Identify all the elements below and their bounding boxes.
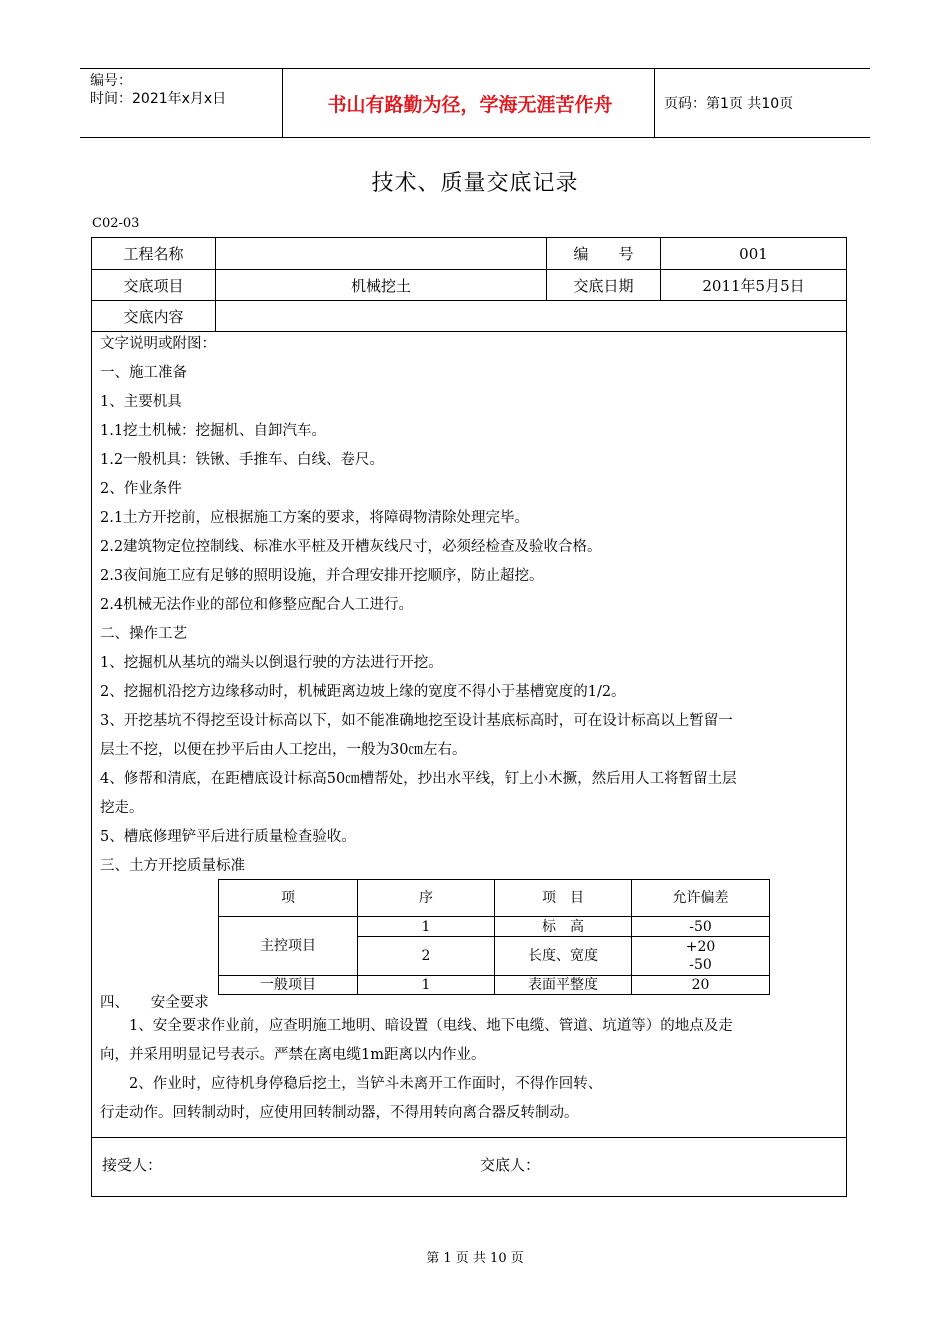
form-code: C02-03 [92,216,140,231]
qt-cell: 长度、宽度 [528,948,598,964]
header-meta [90,72,226,108]
safety-line: 2、作业时，应待机身停稳后挖土，当铲斗未离开工作面时，不得作回转、 [100,1076,603,1092]
receiver-label: 接受人： [102,1156,163,1174]
quality-standard-table [218,879,770,995]
item-label: 交底项目 [123,276,184,295]
qt-cell: 1 [421,977,431,993]
qt-header: 项 [281,890,295,906]
body-line: 2.4机械无法作业的部位和修整应配合人工进行。 [100,597,414,613]
page-footer: 第 1 页 共 10 页 [426,1251,524,1266]
body-text [100,330,838,881]
date-value: 2011年5月5日 [702,276,805,295]
body-line: 层土不挖，以便在抄平后由人工挖出，一般为30㎝左右。 [100,742,467,758]
header-motto: 书山有路勤为径，学海无涯苦作舟 [327,93,613,116]
body-line: 2、作业条件 [100,481,182,497]
header-page-label: 页码：第1页 共10页 [664,96,794,112]
number-label: 编 号 [573,245,634,263]
content-value [222,301,822,332]
body-line: 4、修帮和清底，在距槽底设计标高50㎝槽帮处，抄出水平线，钉上小木撅，然后用人工将暂留土层 [100,771,737,787]
qt-cell: -50 [689,918,712,935]
safety-text [100,1012,840,1128]
body-line: 2.1土方开挖前，应根据施工方案的要求，将障碍物清除处理完毕。 [100,510,530,526]
qt-cell-tolerance [632,937,769,975]
qt-header: 项 目 [542,890,584,906]
qt-cell: 2 [421,948,431,964]
body-line: 3、开挖基坑不得挖至设计标高以下，如不能准确地挖至设计基底标高时，可在设计标高以上暂留一 [100,713,733,729]
qt-cell: 表面平整度 [528,977,598,993]
body-line: 挖走。 [100,800,144,816]
date-label: 交底日期 [573,276,634,295]
body-line: 1、挖掘机从基坑的端头以倒退行驶的方法进行开挖。 [100,655,443,671]
body-line: 一、施工准备 [100,365,187,381]
time-label: 时间：2021年x月x日 [90,91,227,107]
qt-header: 序 [419,890,433,906]
body-line: 1、主要机具 [100,394,182,410]
qt-cell: 1 [421,918,431,935]
body-line: 2.3夜间施工应有足够的照明设施，并合理安排开挖顺序，防止超挖。 [100,568,544,584]
project-name-value [216,238,546,269]
safety-line: 行走动作。回转制动时，应使用回转制动器，不得用转向离合器反转制动。 [100,1105,579,1121]
body-line: 2、挖掘机沿挖方边缘移动时，机械距离边坡上缘的宽度不得小于基槽宽度的1/2。 [100,684,626,700]
content-label: 交底内容 [123,308,184,326]
discloser-label: 交底人： [480,1156,541,1174]
qt-group-main: 主控项目 [260,938,316,954]
body-line: 1.1挖土机械：挖掘机、自卸汽车。 [100,423,327,439]
item-value: 机械挖土 [350,276,411,295]
body-line: 2.2建筑物定位控制线、标准水平桩及开槽灰线尺寸，必须经检查及验收合格。 [100,539,602,555]
qt-tolerance-bottom: -50 [689,957,712,973]
safety-heading: 四、 安全要求 [100,995,209,1011]
number-label: 编号： [90,73,132,89]
body-line: 1.2一般机具：铁锹、手推车、白线、卷尺。 [100,452,385,468]
safety-line: 1、安全要求作业前，应查明施工地明、暗设置（电线、地下电缆、管道、坑道等）的地点及走 [100,1018,733,1034]
header-divider [282,69,283,137]
document-title: 技术、质量交底记录 [371,171,579,196]
body-line: 5、槽底修理铲平后进行质量检查验收。 [100,829,356,845]
body-line: 三、土方开挖质量标准 [100,858,245,874]
qt-header: 允许偏差 [672,890,729,906]
document-header [80,68,870,138]
disclosure-form [91,237,847,1197]
project-name-label: 工程名称 [123,245,184,263]
number-value: 001 [739,244,768,263]
qt-tolerance-top: +20 [685,939,716,955]
qt-group-general: 一般项目 [260,977,316,993]
signature-divider [92,1137,846,1138]
safety-line: 向，并采用明显记号表示。严禁在离电缆1m距离以内作业。 [100,1047,486,1063]
qt-cell: 标 高 [542,918,584,935]
body-line: 二、操作工艺 [100,626,187,642]
qt-cell: 20 [691,977,710,993]
body-line: 文字说明或附图： [100,336,216,352]
